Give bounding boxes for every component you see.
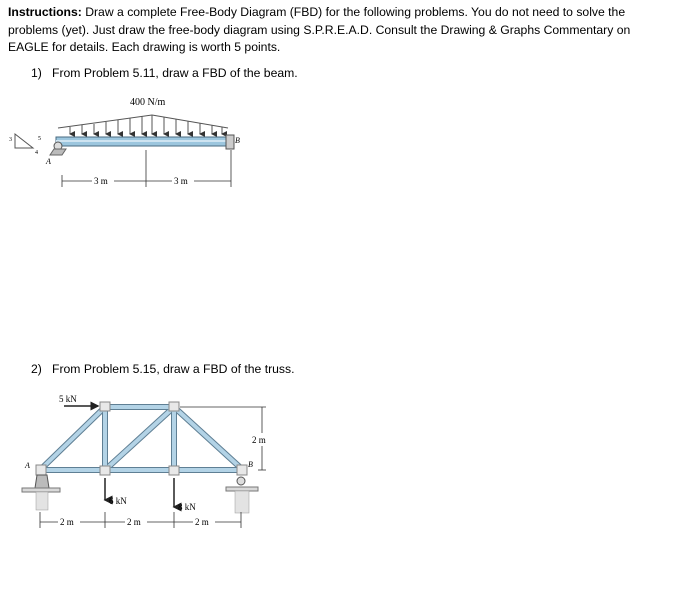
beam-dimensions [62,150,231,187]
problem-2 [31,362,295,376]
force-5kn-label: 5 kN [59,394,77,404]
distributed-load [58,115,228,134]
force-8kn-label: 8 kN [178,502,196,512]
truss-members [40,407,243,470]
problem-1 [31,66,298,80]
truss-support-b [226,477,258,513]
beam-support-a-label: A [46,157,51,166]
instructions-line-3: EAGLE for details. Each drawing is worth 5 points. [8,40,281,54]
truss-joints [36,402,247,475]
truss-height-label: 2 m [252,435,266,445]
force-6kn-label: 6 kN [109,496,127,506]
beam [56,137,232,146]
slope-triangle [9,134,41,156]
instructions-line-1: Instructions: Draw a complete Free-Body Diagram (FBD) for the following problems. You do not need to solve the [8,5,626,19]
slope-3: 3 [9,137,12,143]
problem-2-number: 2) [31,362,42,376]
support-b [226,135,234,149]
beam-dim-2: 3 m [174,176,188,186]
instructions [8,4,668,57]
truss-support-b-label: B [248,460,253,469]
beam-load-label: 400 N/m [130,97,166,108]
truss-support-a-label: A [25,461,30,470]
problem-1-text: From Problem 5.11, draw a FBD of the beam. [52,66,298,80]
problem-1-number: 1) [31,66,42,80]
truss-dim-2: 2 m [127,517,141,527]
slope-4: 4 [35,150,38,156]
truss-bottom-dims [40,512,241,528]
truss-dim-1: 2 m [60,517,74,527]
truss-support-a [22,475,60,510]
beam-dim-1: 3 m [94,176,108,186]
instructions-line-2: problems (yet). Just draw the free-body diagram using S.P.R.E.A.D. Consult the Drawing & Graphs Commentary on [8,22,631,37]
problem-2-text: From Problem 5.15, draw a FBD of the truss. [52,362,295,376]
slope-5: 5 [38,136,41,142]
beam-support-b-label: B [235,136,240,145]
truss-dim-3: 2 m [195,517,209,527]
truss-height-dim [180,407,266,470]
instructions-label: Instructions: [8,5,82,19]
support-a-pin [54,142,62,150]
